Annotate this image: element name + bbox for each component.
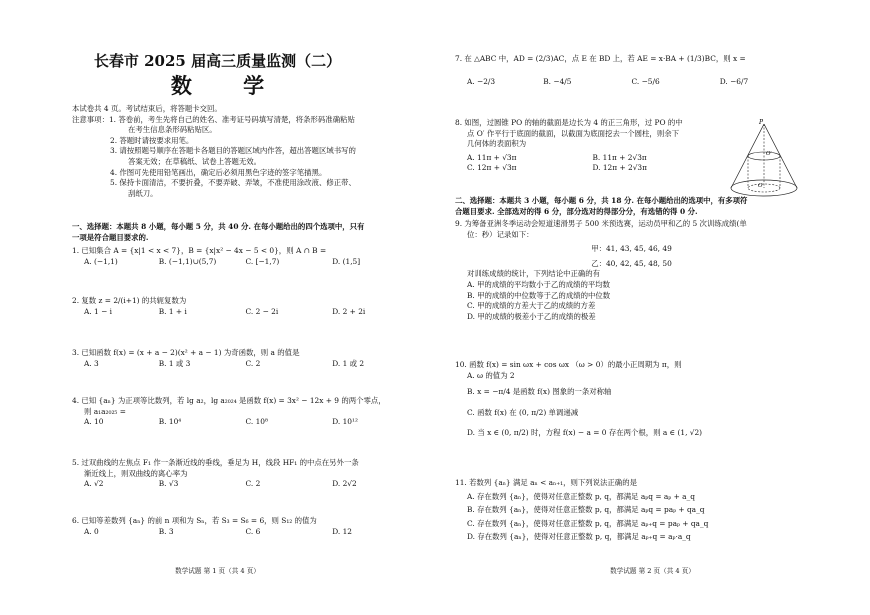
question-7: 7. 在 △ABC 中，AD = (2/3)AC，点 E 在 BD 上，若 AE = x·BA + (1/3)BC，则 x = A. −2/3 B. −4/5 C. −5/6 D. −6/7 bbox=[455, 54, 808, 87]
label-o-prime: O′ bbox=[766, 151, 772, 157]
notice-item: 刮纸刀。 bbox=[128, 188, 158, 198]
data-jia: 甲：41, 43, 45, 46, 49 bbox=[591, 244, 672, 254]
question-8: 8. 如图，过圆锥 PO 的轴的截面是边长为 4 的正三角形，过 PO 的中 点 O′ 作平行于底面的截面，以截面为底面挖去一个圆柱，则余下 几何体的表面积为 A. 11π + √3π B. 11π + 2√3π C. 12π + √3π D. 12π + 2√3π bbox=[455, 118, 730, 174]
option-a[interactable]: A. 10 bbox=[84, 417, 104, 427]
option-a[interactable]: A. ω 的值为 2 bbox=[467, 370, 515, 380]
notice-intro: 本试卷共 4 页。考试结束后，将答题卡交回。 bbox=[72, 104, 222, 113]
section-2-heading: 二、选择题：本题共 3 小题，每小题 6 分，共 18 分. 在每小题给出的选项中，有多项符 合题目要求. 全部选对的得 6 分，部分选对的得部分分，有选错的得 0 分. bbox=[455, 196, 748, 216]
option-b[interactable]: B. −4/5 bbox=[543, 76, 572, 86]
question-5: 5. 过双曲线的左焦点 F₁ 作一条渐近线的垂线，垂足为 H，线段 HF₁ 的中点在另外一条 渐近线上，则双曲线的离心率为 A. √2 B. √3 C. 2 D. 2√2 bbox=[72, 458, 419, 490]
option-b[interactable]: B. 甲的成绩的中位数等于乙的成绩的中位数 bbox=[467, 290, 611, 300]
option-d[interactable]: D. 1 或 2 bbox=[332, 358, 365, 368]
option-a[interactable]: A. 11π + √3π bbox=[467, 152, 517, 162]
option-b[interactable]: B. 11π + 2√3π bbox=[592, 152, 647, 162]
question-4: 4. 已知 {aₙ} 为正项等比数列，若 lg a₂，lg a₂₀₂₄ 是函数 f(x) = 3x² − 12x + 9 的两个零点， 则 a₁a₂₀₂₅ = A. 10 B. 10⁴ C. 10⁸ D. 10¹² bbox=[72, 396, 419, 428]
options bbox=[72, 359, 419, 370]
option-d[interactable]: D. 存在数列 {aₙ}，使得对任意正整数 p, q，都满足 aₚ₊q = aₚ·a_q bbox=[467, 532, 691, 542]
option-d[interactable]: D. 12π + 2√3π bbox=[592, 163, 647, 173]
option-b[interactable]: B. 1 + i bbox=[158, 306, 187, 316]
option-a[interactable]: A. √2 bbox=[84, 479, 104, 489]
notice-item: 4. 作图可先使用铅笔画出，确定后必须用黑色字迹的签字笔描黑。 bbox=[110, 167, 327, 177]
question-2: 2. 复数 z = 2/(i+1) 的共轭复数为 A. 1 − i B. 1 + i C. 2 − 2i D. 2 + 2i bbox=[72, 296, 419, 317]
option-a[interactable]: A. (−1,1) bbox=[84, 256, 118, 266]
option-c[interactable]: C. 甲的成绩的方差大于乙的成绩的方差 bbox=[467, 301, 596, 311]
question-1: 1. 已知集合 A = {x|1 < x < 7}，B = {x|x² − 4x − 5 < 0}，则 A ∩ B = A. (−1,1) B. (−1,1)∪(5,7) C. [−1,7) D. (1,5] bbox=[72, 246, 419, 267]
option-c[interactable]: C. [−1,7) bbox=[245, 256, 280, 266]
cone-figure bbox=[725, 118, 803, 200]
option-a[interactable]: A. 0 bbox=[84, 526, 99, 536]
question-11: 11. 若数列 {aₙ} 满足 aₙ < aₙ₊₁，则下列说法正确的是 A. 存在数列 {aₙ}，使得对任意正整数 p, q，都满足 aₚq = aₚ + a_q B. 存在数列 {aₙ}，使得对任意正整数 p, q，都满足 aₚq = paₚ + qa_q C. 存在数列 {aₙ}，使得对任意正整数 p, q，都满足 aₚ₊q = paₚ + qa_q D. 存在数列 {aₙ}，使得对任意正整数 p, q，都满足 aₚ₊q = aₚ·a_q bbox=[455, 478, 808, 543]
option-c[interactable]: C. 2 − 2i bbox=[245, 306, 279, 316]
page-footer: 数学试题 第 2 页（共 4 页） bbox=[610, 567, 695, 575]
option-c[interactable]: C. 2 bbox=[245, 358, 261, 368]
subject-title: 数 学 bbox=[170, 73, 287, 98]
options bbox=[455, 153, 730, 164]
option-b[interactable]: B. 存在数列 {aₙ}，使得对任意正整数 p, q，都满足 aₚq = paₚ + qa_q bbox=[467, 505, 705, 515]
option-b[interactable]: B. (−1,1)∪(5,7) bbox=[158, 256, 217, 266]
option-a[interactable]: A. 3 bbox=[84, 358, 99, 368]
label-p: P bbox=[759, 119, 764, 126]
notice-item: 注意事项：1. 答卷前，考生先将自己的姓名、准考证号码填写清楚，将条形码准确粘贴 bbox=[72, 114, 355, 124]
question-10: 10. 函数 f(x) = sin ωx + cos ωx （ω > 0）的最小正周期为 π，则 A. ω 的值为 2 B. x = −π/4 是函数 f(x) 图象的一条对称轴 C. 函数 f(x) 在 (0, π/2) 单调递减 D. 当 x ∈ (0, π/2) 时，方程 f(x) − a = 0 存在两个根，则 a ∈ (1, √2) bbox=[455, 360, 808, 439]
option-a[interactable]: A. 1 − i bbox=[84, 306, 112, 316]
question-9: 9. 为筹备亚洲冬季运动会短道速滑男子 500 米预选赛，运动员甲和乙的 5 次训练成绩(单 位：秒）记录如下： 甲：41, 43, 45, 46, 49 乙：40, 42, 45, 48, 50 对训练成绩的统计，下列结论中正确的有 A. 甲的成绩的平均数小于乙的成绩的平均数 B. 甲的成绩的中位数等于乙的成绩的中位数 C. 甲的成绩的方差大于乙的成绩的方差 D. 甲的成绩的极差小于乙的成绩的极差 bbox=[455, 219, 808, 322]
option-b[interactable]: B. 10⁴ bbox=[158, 417, 182, 427]
options bbox=[72, 257, 419, 268]
option-c[interactable]: C. 2 bbox=[245, 479, 261, 489]
options bbox=[72, 527, 419, 538]
notice-block bbox=[72, 104, 419, 199]
option-a[interactable]: A. 存在数列 {aₙ}，使得对任意正整数 p, q，都满足 aₚq = aₚ + a_q bbox=[467, 491, 695, 501]
options bbox=[72, 307, 419, 318]
option-d[interactable]: D. 当 x ∈ (0, π/2) 时，方程 f(x) − a = 0 存在两个根，则 a ∈ (1, √2) bbox=[467, 428, 703, 438]
options bbox=[455, 77, 808, 88]
option-d[interactable]: D. (1,5] bbox=[332, 256, 361, 266]
option-d[interactable]: D. −6/7 bbox=[719, 76, 749, 86]
page-2 bbox=[435, 0, 870, 615]
notice-item: 2. 答题时请按要求用笔。 bbox=[110, 135, 194, 145]
page-footer: 数学试题 第 1 页（共 4 页） bbox=[175, 567, 260, 575]
option-c[interactable]: C. 12π + √3π bbox=[467, 163, 517, 173]
notice-item: 5. 保持卡面清洁，不要折叠，不要弄破、弄皱，不准使用涂改液、修正带、 bbox=[110, 178, 356, 188]
section-1-heading: 一、选择题：本题共 8 小题，每小题 5 分，共 40 分. 在每小题给出的四个选项中，只有 一项是符合题目要求的. bbox=[72, 222, 365, 242]
option-c[interactable]: C. 10⁸ bbox=[245, 417, 268, 427]
option-b[interactable]: B. 3 bbox=[158, 526, 174, 536]
question-6: 6. 已知等差数列 {aₙ} 的前 n 项和为 Sₙ，若 S₃ = S₆ = 6，则 S₁₂ 的值为 A. 0 B. 3 C. 6 D. 12 bbox=[72, 516, 419, 537]
option-d[interactable]: D. 10¹² bbox=[332, 417, 358, 427]
option-d[interactable]: D. 2 + 2i bbox=[332, 306, 366, 316]
option-a[interactable]: A. 甲的成绩的平均数小于乙的成绩的平均数 bbox=[467, 279, 611, 289]
option-c[interactable]: C. 函数 f(x) 在 (0, π/2) 单调递减 bbox=[467, 407, 579, 417]
option-b[interactable]: B. 1 或 3 bbox=[158, 358, 191, 368]
option-d[interactable]: D. 甲的成绩的极差小于乙的成绩的极差 bbox=[467, 311, 596, 321]
question-3: 3. 已知函数 f(x) = (x + a − 2)(x² + a − 1) 为奇函数，则 a 的值是 A. 3 B. 1 或 3 C. 2 D. 1 或 2 bbox=[72, 348, 419, 369]
option-a[interactable]: A. −2/3 bbox=[467, 76, 496, 86]
option-b[interactable]: B. √3 bbox=[158, 479, 179, 489]
options bbox=[455, 163, 730, 174]
options bbox=[72, 417, 419, 428]
option-c[interactable]: C. 6 bbox=[245, 526, 261, 536]
option-c[interactable]: C. −5/6 bbox=[631, 76, 660, 86]
data-yi: 乙：40, 42, 45, 48, 50 bbox=[591, 258, 672, 268]
label-o: O bbox=[758, 183, 763, 189]
option-d[interactable]: D. 12 bbox=[332, 526, 353, 536]
notice-item: 3. 请按照题号顺序在答题卡各题目的答题区域内作答，超出答题区域书写的 bbox=[110, 146, 356, 156]
option-b[interactable]: B. x = −π/4 是函数 f(x) 图象的一条对称轴 bbox=[467, 387, 612, 397]
option-c[interactable]: C. 存在数列 {aₙ}，使得对任意正整数 p, q，都满足 aₚ₊q = paₚ + qa_q bbox=[467, 518, 709, 528]
notice-item: 在考生信息条形码粘贴区。 bbox=[128, 125, 217, 135]
options bbox=[72, 479, 419, 490]
exam-title: 长春市 2025 届高三质量监测（二） bbox=[93, 52, 342, 70]
option-d[interactable]: D. 2√2 bbox=[332, 479, 357, 489]
notice-item: 答案无效；在草稿纸、试卷上答题无效。 bbox=[128, 156, 262, 166]
